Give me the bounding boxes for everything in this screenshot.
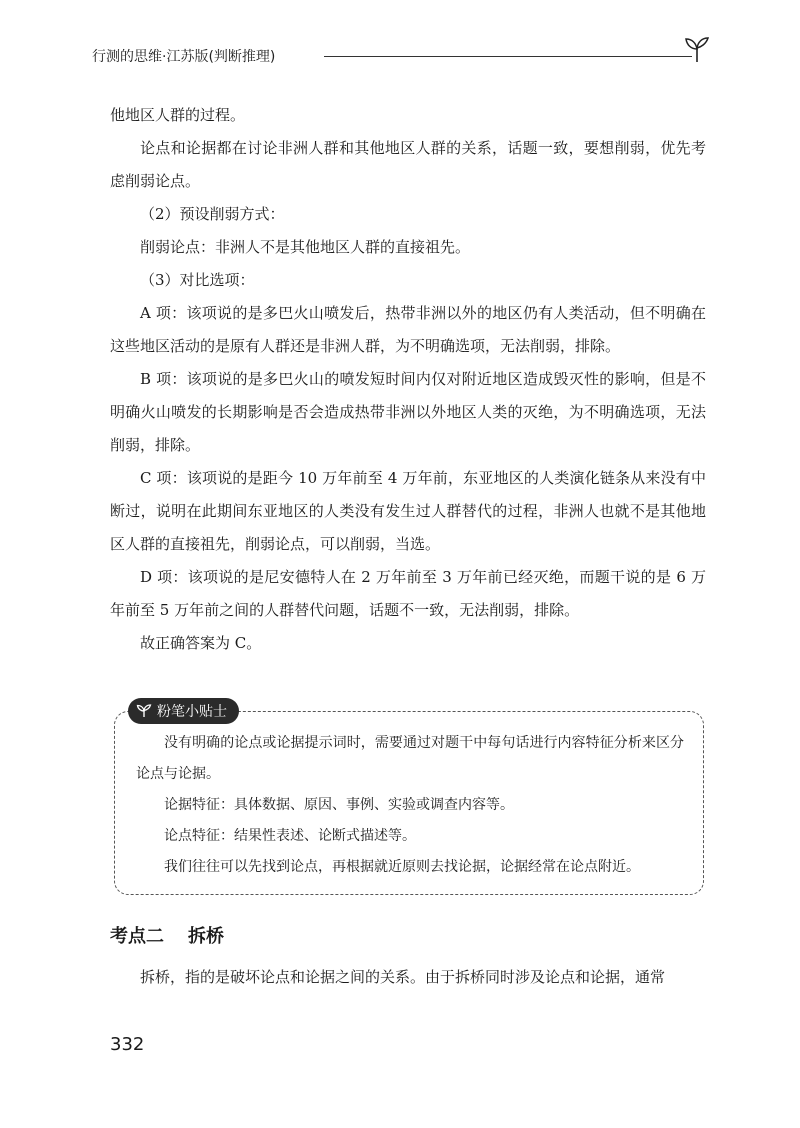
answer-explanation	[110, 99, 706, 660]
section-body	[110, 961, 706, 994]
tip-badge-label: 粉笔小贴士	[157, 704, 227, 720]
tip-content	[136, 728, 684, 883]
sprout-icon	[682, 36, 712, 64]
paragraph-bridge-intro: 拆桥，指的是破坏论点和论据之间的关系。由于拆桥同时涉及论点和论据，通常	[140, 968, 666, 986]
tip-line: 论点特征：结果性表述、论断式描述等。	[164, 828, 416, 844]
tip-line: 论据特征：具体数据、原因、事例、实验或调查内容等。	[164, 797, 514, 813]
tip-line: 我们往往可以先找到论点，再根据就近原则去找论据，论据经常在论点附近。	[164, 859, 640, 875]
page-number: 332	[110, 1034, 145, 1055]
paragraph-option-a: A 项：该项说的是多巴火山喷发后，热带非洲以外的地区仍有人类活动，但不明确在这些地区活动的是原有人群还是非洲人群，为不明确选项，无法削弱，排除。	[110, 304, 706, 355]
paragraph-option-b: B 项：该项说的是多巴火山的喷发短时间内仅对附近地区造成毁灭性的影响，但是不明确火山喷发的长期影响是否会造成热带非洲以外地区人类的灭绝，为不明确选项，无法削弱，排除。	[110, 370, 706, 454]
paragraph-answer: 故正确答案为 C。	[140, 634, 262, 652]
sprout-icon	[136, 704, 152, 718]
section-label: 考点二	[110, 926, 164, 947]
header-title: 行测的思维·江苏版(判断推理)	[92, 49, 276, 65]
paragraph-weaken-claim: 削弱论点：非洲人不是其他地区人群的直接祖先。	[140, 238, 471, 256]
paragraph-topic: 论点和论据都在讨论非洲人群和其他地区人群的关系，话题一致，要想削弱，优先考虑削弱论点。	[110, 139, 706, 190]
paragraph-step-2: （2）预设削弱方式：	[140, 205, 285, 223]
tip-line: 没有明确的论点或论据提示词时，需要通过对题干中每句话进行内容特征分析来区分论点与论据。	[136, 735, 684, 782]
paragraph-continuation: 他地区人群的过程。	[110, 106, 246, 124]
running-header	[92, 36, 712, 76]
paragraph-step-3: （3）对比选项：	[140, 271, 255, 289]
section-name: 拆桥	[188, 926, 224, 947]
header-rule	[324, 56, 692, 57]
tip-badge	[128, 698, 239, 724]
section-heading	[110, 922, 224, 948]
paragraph-option-d: D 项：该项说的是尼安德特人在 2 万年前至 3 万年前已经灭绝，而题干说的是 6 万年前至 5 万年前之间的人群替代问题，话题不一致，无法削弱，排除。	[110, 568, 706, 619]
paragraph-option-c: C 项：该项说的是距今 10 万年前至 4 万年前，东亚地区的人类演化链条从来没有中断过，说明在此期间东亚地区的人类没有发生过人群替代的过程，非洲人也就不是其他地区人群的直接祖先，削弱论点，可以削弱，当选。	[110, 469, 706, 553]
